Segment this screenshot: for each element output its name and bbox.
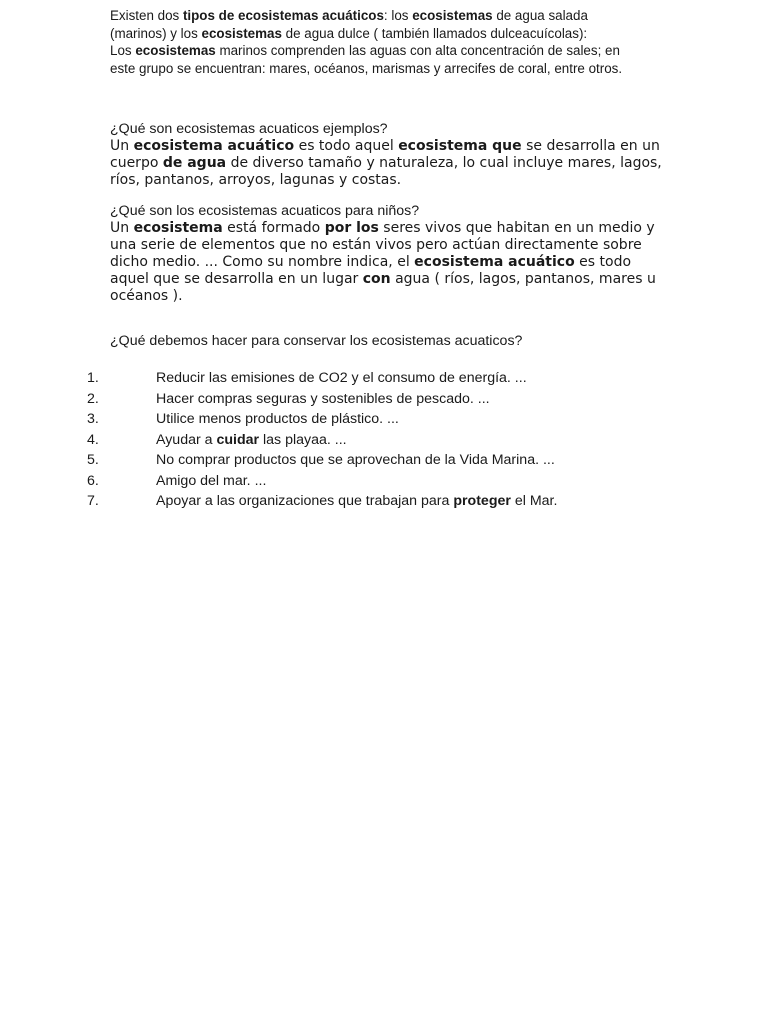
list-number: 5. [87,452,99,468]
bold-term: cuidar [216,431,260,448]
list-number: 6. [87,472,99,489]
intro-line: Existen dos tipos de ecosistemas acuáticos: los ecosistemas de agua salada [110,8,588,23]
list-number: 4. [87,431,99,448]
intro-line: este grupo se encuentran: mares, océanos, marismas y arrecifes de coral, entre otros. [110,60,623,76]
question-section-2 [110,203,670,305]
question-section-3 [110,333,670,350]
question-heading: ¿Qué son los ecosistemas acuaticos para niños? [110,203,420,219]
bold-term: tipos de ecosistemas acuáticos [182,8,384,23]
intro-line: (marinos) y los ecosistemas de agua dulce ( también llamados dulceacuícolas): [110,25,588,41]
bold-term: ecosistemas [412,8,493,23]
bold-term: ecosistema que [398,138,522,154]
list-item [0,450,768,471]
bold-term: ecosistema acuático [133,138,295,154]
list-item [0,409,768,430]
list-text: No comprar productos que se aprovechan de la Vida Marina. ... [156,452,555,468]
list-text: Reducir las emisiones de CO2 y el consumo de energía. ... [156,370,527,386]
bold-term: ecosistema [133,220,223,236]
list-number: 1. [87,370,99,386]
bold-term: de agua [162,155,227,171]
answer-paragraph: Un ecosistema acuático es todo aquel ecosistema que se desarrolla en un cuerpo de agua de diverso tamaño y naturaleza, lo cual incluye mares, lagos, ríos, pantanos, arroyos, lagunas y costas. [110,138,662,188]
question-heading: ¿Qué son ecosistemas acuaticos ejemplos? [110,121,388,137]
list-number: 2. [87,390,99,407]
answer-paragraph: Un ecosistema está formado por los seres vivos que habitan en un medio y una serie de elementos que no están vivos pero actúan directamente sobre dicho medio. ... Como su nombre indica, el ecosistema acuático es todo aquel que se desarrolla en un lugar con agua ( ríos, lagos, pantanos, mares u océanos ). [110,220,656,304]
list-text: Amigo del mar. ... [156,472,267,489]
list-number: 3. [87,411,99,427]
bold-term: proteger [453,493,511,509]
bold-term: ecosistemas [135,43,216,58]
conservation-steps-list [0,368,768,512]
list-item [0,368,768,389]
list-item [0,471,768,492]
list-item [0,430,768,451]
list-number: 7. [87,493,99,509]
question-section-1 [110,121,670,189]
list-text: Utilice menos productos de plástico. ... [156,411,399,427]
intro-line: Los ecosistemas marinos comprenden las aguas con alta concentración de sales; en [110,43,620,58]
bold-term: con [362,271,391,287]
question-heading: ¿Qué debemos hacer para conservar los ecosistemas acuaticos? [110,333,523,349]
intro-paragraph [110,7,670,77]
bold-term: por los [324,220,379,236]
list-text: Ayudar a cuidar las playaa. ... [156,431,347,448]
list-item [0,389,768,410]
list-item [0,491,768,512]
bold-term: ecosistemas [201,25,282,41]
list-text: Apoyar a las organizaciones que trabajan para proteger el Mar. [156,493,558,509]
bold-term: ecosistema acuático [414,254,575,270]
list-text: Hacer compras seguras y sostenibles de pescado. ... [156,390,490,407]
